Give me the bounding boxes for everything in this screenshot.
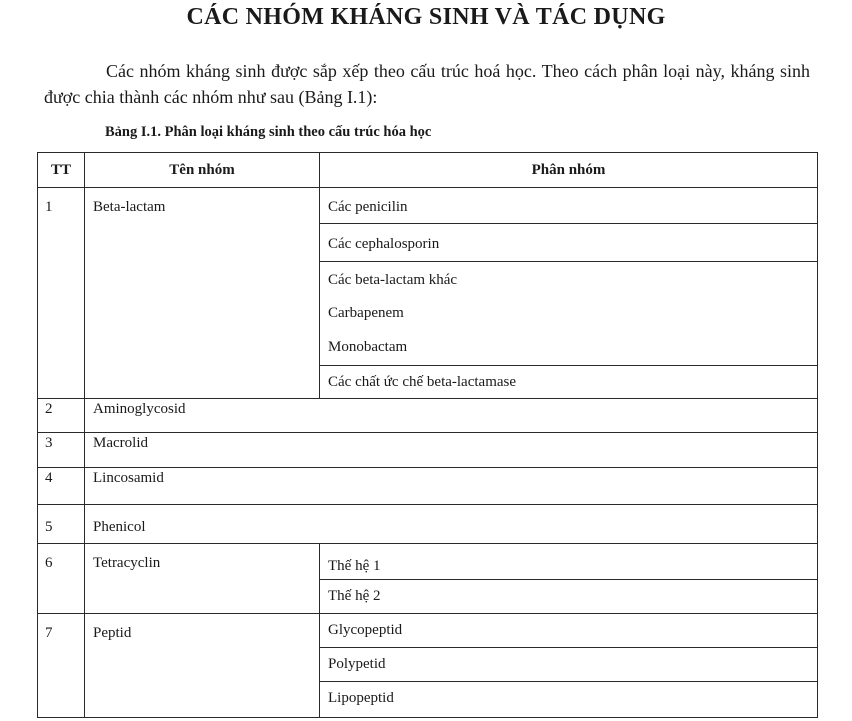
- subgroup-cell: Polypetid: [320, 648, 818, 682]
- subgroup-cell: Thế hệ 1: [320, 544, 818, 580]
- table-row: [38, 544, 818, 580]
- row-number: 5: [38, 505, 85, 544]
- row-number: 2: [38, 399, 85, 433]
- subgroup-cell: Thế hệ 2: [320, 580, 818, 614]
- table-header-row: [38, 153, 818, 188]
- row-number: 1: [38, 188, 85, 399]
- antibiotic-classification-table: [37, 152, 818, 718]
- group-name: Macrolid: [85, 433, 818, 468]
- table-row: [38, 505, 818, 544]
- subgroup-cell: Glycopeptid: [320, 614, 818, 648]
- row-number: 7: [38, 614, 85, 718]
- table-row: [38, 468, 818, 505]
- subgroup-cell: Lipopeptid: [320, 682, 818, 718]
- table-row: [38, 433, 818, 468]
- table-row: [38, 614, 818, 648]
- subgroup-cell: Các penicilin: [320, 188, 818, 224]
- table-row: [38, 399, 818, 433]
- header-subgroup: Phân nhóm: [320, 153, 818, 188]
- subgroup-item: Carbapenem: [328, 305, 404, 321]
- subgroup-cell: Các cephalosporin: [320, 224, 818, 262]
- header-group-name: Tên nhóm: [85, 153, 320, 188]
- page-title: CÁC NHÓM KHÁNG SINH VÀ TÁC DỤNG: [186, 4, 666, 30]
- group-name: Tetracyclin: [85, 544, 320, 614]
- group-name: Phenicol: [85, 505, 818, 544]
- group-name: Peptid: [85, 614, 320, 718]
- subgroup-item: Monobactam: [328, 339, 408, 355]
- group-name: Beta-lactam: [85, 188, 320, 399]
- row-number: 3: [38, 433, 85, 468]
- subgroup-cell: Các chất ức chế beta-lactamase: [320, 366, 818, 399]
- group-name: Lincosamid: [85, 468, 818, 505]
- table-caption: Bảng I.1. Phân loại kháng sinh theo cấu trúc hóa học: [105, 124, 432, 140]
- subgroup-item: Các beta-lactam khác: [328, 272, 458, 288]
- intro-paragraph: Các nhóm kháng sinh được sắp xếp theo cấu trúc hoá học. Theo cách phân loại này, kháng sinh được chia thành các nhóm như sau (Bảng I.1):: [44, 61, 810, 107]
- table-row: [38, 188, 818, 224]
- row-number: 6: [38, 544, 85, 614]
- header-tt: TT: [38, 153, 85, 188]
- group-name: Aminoglycosid: [85, 399, 818, 433]
- subgroup-cell: [320, 262, 818, 366]
- row-number: 4: [38, 468, 85, 505]
